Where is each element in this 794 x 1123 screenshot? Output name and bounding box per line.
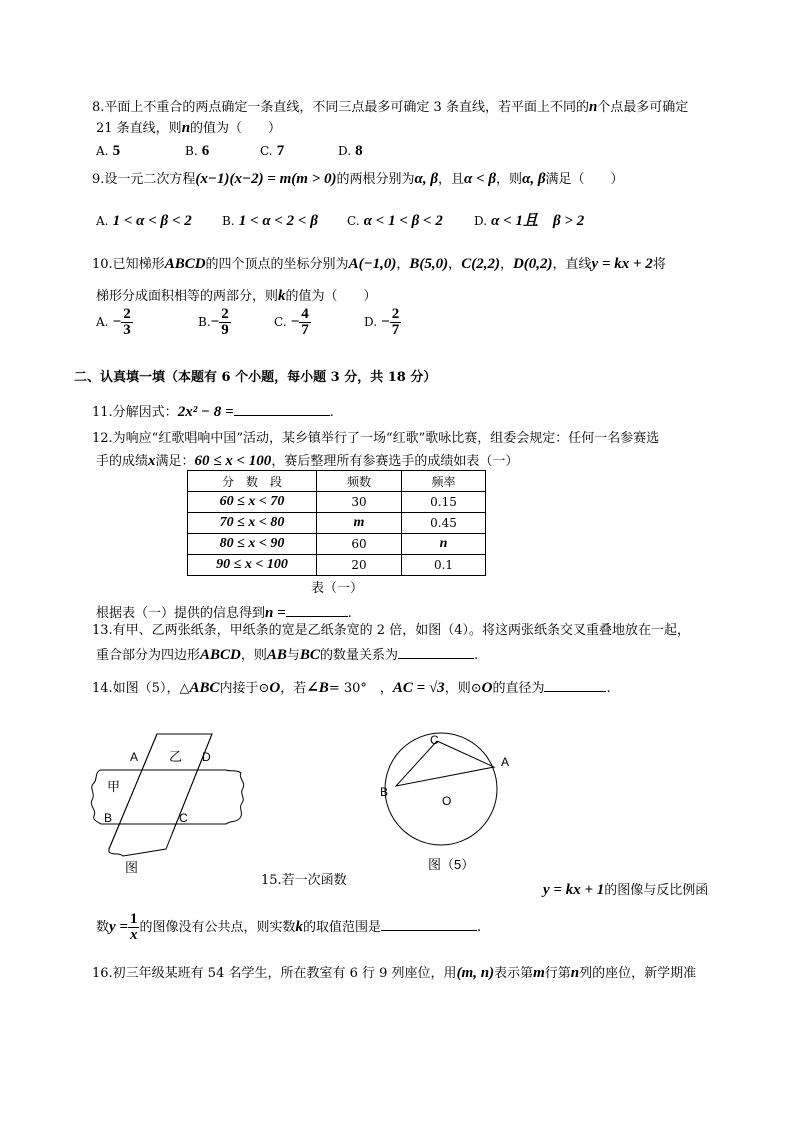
score-table [187,470,486,576]
q12-line2: 手的成绩x满足：60 ≤ x < 100，赛后整理所有参赛选手的成绩如表（一） [96,453,519,469]
fig4-label-b: B [104,811,113,825]
figure-5-circle [370,728,520,878]
fig5-label-c: C [430,733,439,747]
table-cell: 30 [317,492,402,513]
q9-stem: 9.设一元二次方程(x−1)(x−2) = m(m > 0)的两根分别为α, β，且α < β，则α, β满足（ ） [92,171,624,187]
table-cell: 0.15 [402,492,486,513]
table-row [188,555,486,576]
q10-option-b: B.− $\frac{2}{9}$ [198,306,229,338]
q11: 11.分解因式：2x² − 8 = . [92,401,334,422]
table-cell: 80 ≤ x < 90 [188,534,317,555]
table-header: 频率 [402,471,486,492]
q10-line1: 10.已知梯形ABCD的四个顶点的坐标分别为A(−1,0)，B(5,0)，C(2,2)，D(0,2)，直线y = kx + 2将 [92,256,666,272]
table-header-row [188,471,486,492]
fig5-label-a: A [501,755,510,769]
q15-answer-blank [381,916,477,931]
q8-option-a: A. 5 [96,143,121,159]
q16: 16.初三年级某班有 54 名学生，所在教室有 6 行 9 列座位，用(m, n)表示第m行第n列的座位，新学期准 [92,965,697,981]
q8-option-b: B. 6 [185,143,210,159]
circle-o [385,733,497,845]
fig5-caption: 图（5） [428,857,475,872]
table-caption: 表（一） [311,581,364,596]
table-cell: n [402,534,486,555]
fig5-label-o: O [442,794,452,808]
q8-option-d: D. 8 [338,143,363,159]
q9-option-c: C. α < 1 < β < 2 [347,213,443,229]
q9-option-d: D. α < 1且 β > 2 [474,213,585,229]
figure-4-paper-strips [86,728,256,878]
q13-line2: 重合部分为四边形ABCD，则AB与BC的数量关系为 . [96,644,478,665]
q9-option-a: A. 1 < α < β < 2 [96,213,192,229]
table-row [188,534,486,555]
q8-line2: 21 条直线，则n的值为（ ） [96,120,282,136]
table-row [188,492,486,513]
q10-option-a: A. − $\frac{2}{3}$ [96,306,131,338]
q10-line2: 梯形分成面积相等的两部分，则k的值为（ ） [96,288,377,304]
table-cell: m [317,513,402,534]
q10-option-d: D. − $\frac{2}{7}$ [364,306,400,338]
fig4-label-d: D [202,750,211,764]
q9-option-b: B. 1 < α < 2 < β [222,213,318,229]
q13-answer-blank [398,644,474,659]
table-cell: 60 ≤ x < 70 [188,492,317,513]
table-header: 分 数 段 [188,471,317,492]
q12-answer-line: 根据表（一）提供的信息得到n = . [96,602,352,623]
table-cell: 60 [317,534,402,555]
q8-line1: 8.平面上不重合的两点确定一条直线，不同三点最多可确定 3 条直线，若平面上不同的n个点最多可确定 [92,99,689,115]
q15-line2: 数y = $\frac{1}{x}$ 的图像没有公共点，则实数k的取值范围是 . [96,911,482,943]
fig4-label-jia: 甲 [107,779,121,794]
fig4-caption: 图 [125,860,139,875]
fig5-label-b: B [380,785,389,799]
q12-answer-blank [286,602,348,617]
q11-answer-blank [234,401,330,416]
table-cell: 0.45 [402,513,486,534]
q14-answer-blank [544,677,606,692]
q10-option-c: C. − $\frac{4}{7}$ [274,306,309,338]
q13-line1: 13.有甲、乙两张纸条，甲纸条的宽是乙纸条宽的 2 倍，如图（4）。将这两张纸条交叉重叠地放在一起， [92,623,690,638]
fig4-label-yi: 乙 [169,749,183,764]
table-row [188,513,486,534]
q12-line1: 12.为响应“红歌唱响中国”活动，某乡镇举行了一场“红歌”歌咏比赛，组委会规定：任何一名参赛选 [92,431,660,446]
table-cell: 70 ≤ x < 80 [188,513,317,534]
section-2-title: 二、认真填一填（本题有 6 个小题，每小题 3 分，共 18 分） [74,370,437,385]
table-cell: 20 [317,555,402,576]
q15-line1-end: y = kx + 1的图像与反比例函 [543,882,709,898]
table-cell: 0.1 [402,555,486,576]
table-header: 频数 [317,471,402,492]
table-cell: 90 ≤ x < 100 [188,555,317,576]
fig4-label-c: C [179,811,188,825]
q15-start: 15.若一次函数 [261,873,347,888]
fig4-label-a: A [130,750,139,764]
q14: 14.如图（5），△ABC内接于⊙O，若∠B= 30° ，AC = √3，则⊙O的直径为 . [92,677,611,698]
q8-option-c: C. 7 [260,143,285,159]
